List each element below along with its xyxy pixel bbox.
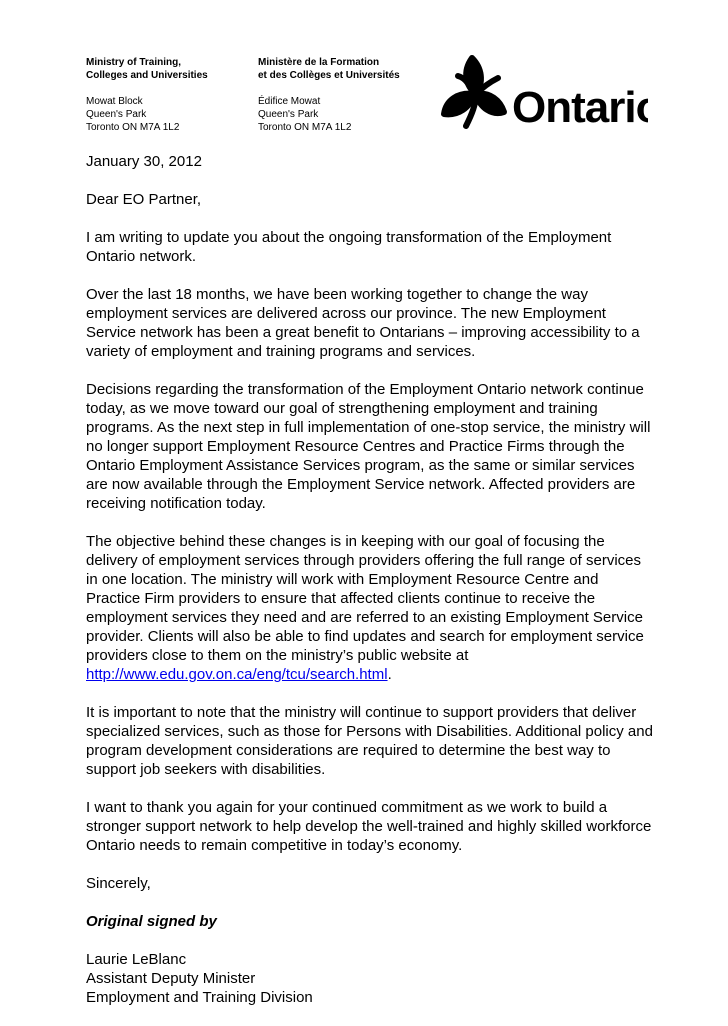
ministry-name-en-line1: Ministry of Training, [86,57,182,68]
signer-title: Assistant Deputy Minister [86,970,256,987]
signer-name: Laurie LeBlanc [86,951,187,968]
ontario-wordmark: Ontario [512,83,648,132]
address-fr-line1: Édifice Mowat [258,96,321,107]
address-en-line2: Queen's Park [86,109,147,120]
paragraph-4-text: The objective behind these changes is in keeping with our goal of focusing the delivery of employment services through providers offering the full range of services in one location. The ministry will work with Employment Resource Centre and Practice Firm providers to ensure that affected clients continue to receive the employment services they need and are referred to an existing Employment Service provider. Clients will also be able to find updates and search for employment service providers close to them on the ministry’s public website at [86,533,644,664]
closing: Sincerely, [86,875,151,892]
paragraph-5: It is important to note that the ministry will continue to support providers that deliver specialized services, such as those for Persons with Disabilities. Additional policy and program development considerations are required to determine the best way to support job seekers with disabilities. [86,704,653,778]
address-fr-line2: Queen's Park [258,109,319,120]
french-address-block [258,56,438,134]
ministry-name-fr-line2: et des Collèges et Universités [258,70,400,81]
signature-block [86,950,656,1007]
paragraph-3: Decisions regarding the transformation of the Employment Ontario network continue today, as we move toward our goal of strengthening employment and training programs. As the next step in full implementation of one-stop service, the ministry will no longer support Employment Resource Centres and Practice Firms through the Ontario Employment Assistance Services program, as the same or similar services are now available through the Employment Service network. Affected providers are receiving notification today. [86,381,651,512]
original-signed-note: Original signed by [86,913,217,930]
address-en-line1: Mowat Block [86,96,143,107]
address-fr-line3: Toronto ON M7A 1L2 [258,122,352,133]
paragraph-4-end: . [387,666,392,683]
ministry-website-link[interactable]: http://www.edu.gov.on.ca/eng/tcu/search.html [86,666,388,683]
paragraph-1: I am writing to update you about the ongoing transformation of the Employment Ontario network. [86,229,612,265]
letter-date: January 30, 2012 [86,153,202,170]
address-en-line3: Toronto ON M7A 1L2 [86,122,180,133]
paragraph-2: Over the last 18 months, we have been working together to change the way employment services are delivered across our province. The new Employment Service network has been a great benefit to Ontarians – improving accessibility to a variety of employment and training programs and services. [86,286,640,360]
signer-division: Employment and Training Division [86,989,313,1006]
english-address-block [86,56,246,134]
trillium-icon [444,58,504,126]
ontario-logo [436,50,648,134]
letter-body [86,152,656,1026]
salutation: Dear EO Partner, [86,191,202,208]
paragraph-4 [86,532,656,684]
ministry-name-en-line2: Colleges and Universities [86,70,208,81]
paragraph-6: I want to thank you again for your continued commitment as we work to build a stronger support network to help develop the well-trained and highly skilled workforce Ontario needs to remain competitive in today’s economy. [86,799,652,854]
ministry-name-fr-line1: Ministère de la Formation [258,57,380,68]
